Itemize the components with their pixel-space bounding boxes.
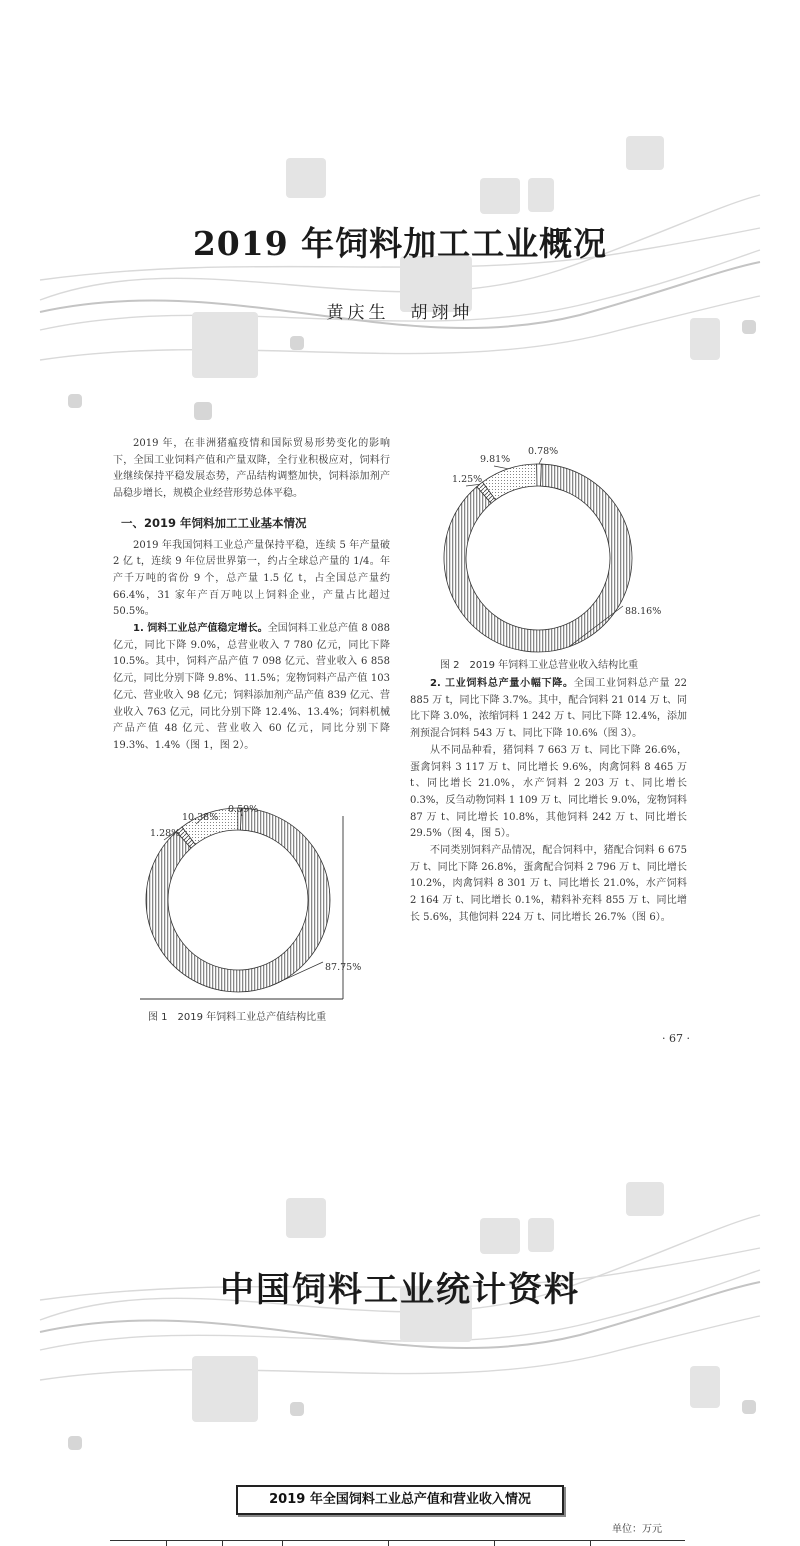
figure-1-donut-chart [140,800,362,1005]
item2-text: 全国工业饲料总产量 22 885 万 t，同比下降 3.7%。其中，配合饲料 21 014 万 t、同比下降 3.0%，浓缩饲料 1 242 万 t、同比下降 12.4%，添加剂预混合饲料 543 万 t、同比下降 10.6%（图 3）。 [410,678,687,740]
decor-square [528,1218,554,1252]
page-number: · 67 · [662,1032,690,1045]
decor-square [480,178,520,214]
decor-square [286,158,326,198]
figure-1-data-label: 0.59% [228,804,259,815]
decor-square [690,318,720,360]
decor-square [480,1218,520,1254]
item2-lead: 2. 工业饲料总产量小幅下降。 [430,678,574,689]
table-column-tick [282,1540,283,1546]
left-column [113,436,390,755]
table-top-rule [110,1540,685,1541]
decor-square [528,178,554,212]
decor-square [192,1356,258,1422]
figure-2 [440,440,670,652]
figure-2-leader-line [494,466,508,469]
decor-square [290,1402,304,1416]
figure-2-donut-chart [440,440,670,652]
decor-square [290,336,304,350]
decor-square [690,1366,720,1408]
intro-paragraph: 2019 年，在非洲猪瘟疫情和国际贸易形势变化的影响下，全国工业饲料产值和产量双降，全行业积极应对，饲料行业继续保持平稳发展态势，产品结构调整加快，饲料添加剂产品稳步增长，规模企业经营形势总体平稳。 [113,438,390,500]
table-column-tick [166,1540,167,1546]
overview-paragraph: 2019 年我国饲料工业总产量保持平稳，连续 5 年产量破 2 亿 t，连续 9 年位居世界第一，约占全球总产量的 1/4。年产千万吨的省份 9 个，总产量 1.5 亿 t，占全国总产量约 66.4%，31 家年产百万吨以上饲料企业，产量占比超过 50.5%。 [113,539,390,618]
figure-2-slice [537,464,542,486]
decor-square [68,1436,82,1450]
figure-2-data-label: 88.16% [625,606,662,617]
table-column-tick [590,1540,591,1546]
decor-square [286,1198,326,1238]
figure-2-leader-line [539,458,542,464]
table-column-tick [388,1540,389,1546]
figure-1-data-label: 10.38% [182,812,219,823]
table-unit: 单位：万元 [612,1524,662,1535]
item1-paragraph [113,621,390,755]
item2-paragraph [410,676,687,743]
figure-2-caption: 图 2 2019 年饲料工业总营业收入结构比重 [440,660,639,671]
table-column-tick [494,1540,495,1546]
species-paragraph: 从不同品种看，猪饲料 7 663 万 t、同比下降 26.6%，蛋禽饲料 3 117 万 t、同比增长 9.6%，肉禽饲料 8 465 万 t、同比增长 21.0%，水产饲料 2 203 万 t、同比增长 0.3%，反刍动物饲料 1 109 万 t、同比增长 9.0%，宠物饲料 87 万 t、同比增长 10.8%，其他饲料 242 万 t、同比增长 29.5%（图 4，图 5）。 [410,744,687,840]
decor-square [626,136,664,170]
figure-1-caption: 图 1 2019 年饲料工业总产值结构比重 [148,1012,327,1023]
figure-2-data-label: 9.81% [480,454,511,465]
decor-square [626,1182,664,1216]
figure-2-data-label: 0.78% [528,446,559,457]
decor-square [194,402,212,420]
section-title: 中国饲料工业统计资料 [220,1270,580,1310]
figure-2-data-label: 1.25% [452,474,483,485]
figure-1-data-label: 87.75% [325,962,362,973]
decor-square [68,394,82,408]
figure-1 [140,800,362,1005]
decor-square [742,1400,756,1414]
figure-1-data-label: 1.28% [150,828,181,839]
categories-paragraph: 不同类别饲料产品情况，配合饲料中，猪配合饲料 6 675 万 t、同比下降 26.8%，蛋禽配合饲料 2 796 万 t、同比增长 10.2%，肉禽饲料 8 301 万 t、同比增长 21.0%，水产饲料 2 164 万 t、同比增长 0.1%，精料补充料 855 万 t、同比增长 5.6%，其他饲料 224 万 t、同比增长 26.7%（图 6）。 [410,845,687,923]
item1-text: 全国饲料工业总产值 8 088 亿元，同比下降 9.0%，总营业收入 7 780 亿元，同比下降 10.5%。其中，饲料产品产值 7 098 亿元、营业收入 6 858 亿元，同比分别下降 9.8%、11.5%；宠物饲料产品产值 103 亿元、营业收入 98 亿元；饲料添加剂产品产值 839 亿元、营业收入 763 亿元，同比分别下降 12.4%、13.4%；饲料机械产品产值 48 亿元、营业收入 60 亿元，同比分别下降 19.3%、1.4%（图 1，图 2）。 [113,623,390,751]
section-heading: 一、2019 年饲料加工工业基本情况 [121,515,307,530]
table-title-banner: 2019 年全国饲料工业总产值和营业收入情况 [236,1485,564,1515]
item1-lead: 1. 饲料工业总产值稳定增长。 [133,623,268,635]
article-title: 2019 年饲料加工工业概况 [192,224,608,263]
table-column-tick [222,1540,223,1546]
figure-2-slice [444,464,632,652]
right-column [410,676,687,927]
authors: 黄庆生 胡翊坤 [326,303,474,323]
